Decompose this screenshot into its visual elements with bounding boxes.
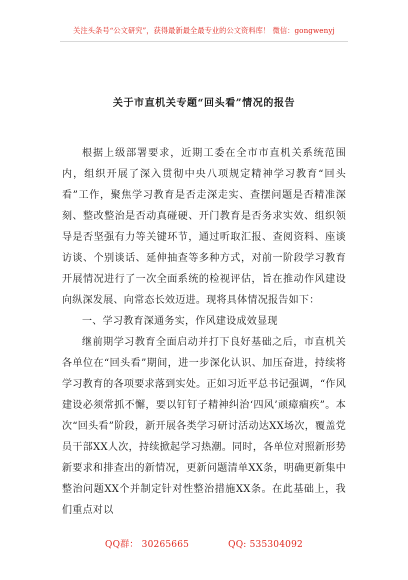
body-paragraph: 根据上级部署要求，近期工委在全市市直机关系统范围内，组织开展了深入贯彻中央八项规定精神学习教育“回头看”工作，聚焦学习教育是否走深走实、查摆问题是否精准深刻、整改整治是否动真碰硬、开门教育是否务求实效、组织领导是否坚强有力等关键环节，通过听取汇报、查阅资料、座谈访谈、个别谈话、延伸抽查等多种方式，对前一阶段学习教育开展情况进行了一次全面系统的检视评估，旨在推动作风建设向纵深发展、向常态长效迈进。现将具体情况报告如下： bbox=[62, 148, 346, 306]
header-banner: 关注头条号“公文研究”，获得最新最全最专业的公文资料库！ 微信：gongwenyj bbox=[73, 26, 335, 35]
document-body bbox=[62, 143, 346, 521]
section-heading: 一、学习教育深通务实，作风建设成效显现 bbox=[82, 316, 278, 327]
header-divider bbox=[60, 41, 348, 42]
document-title: 关于市直机关专题“回头看”情况的报告 bbox=[112, 98, 296, 109]
footer-contact bbox=[0, 537, 408, 550]
footer-qq-number: QQ: 535304092 bbox=[228, 540, 303, 550]
footer-qq-group: QQ群： 30265665 bbox=[105, 540, 190, 550]
body-paragraph: 继前期学习教育全面启动并打下良好基础之后，市直机关各单位在“回头看”期间，进一步深化认识、加压奋进，持续将学习教育的各项要求落到实处。正如习近平总书记强调，“作风建设必须常抓不懈，要以钉钉子精神纠治‘四风’顽瘴痼疾”。本次“回头看”阶段，新开展各类学习研讨活动达XX场次，覆盖党员干部XX人次，持续掀起学习热潮。同时，各单位对照新形势新要求和排查出的新情况，更新问题清单XX条，明确更新集中整治问题XX个并制定针对性整治措施XX条。在此基础上，我们重点对以 bbox=[62, 337, 346, 516]
